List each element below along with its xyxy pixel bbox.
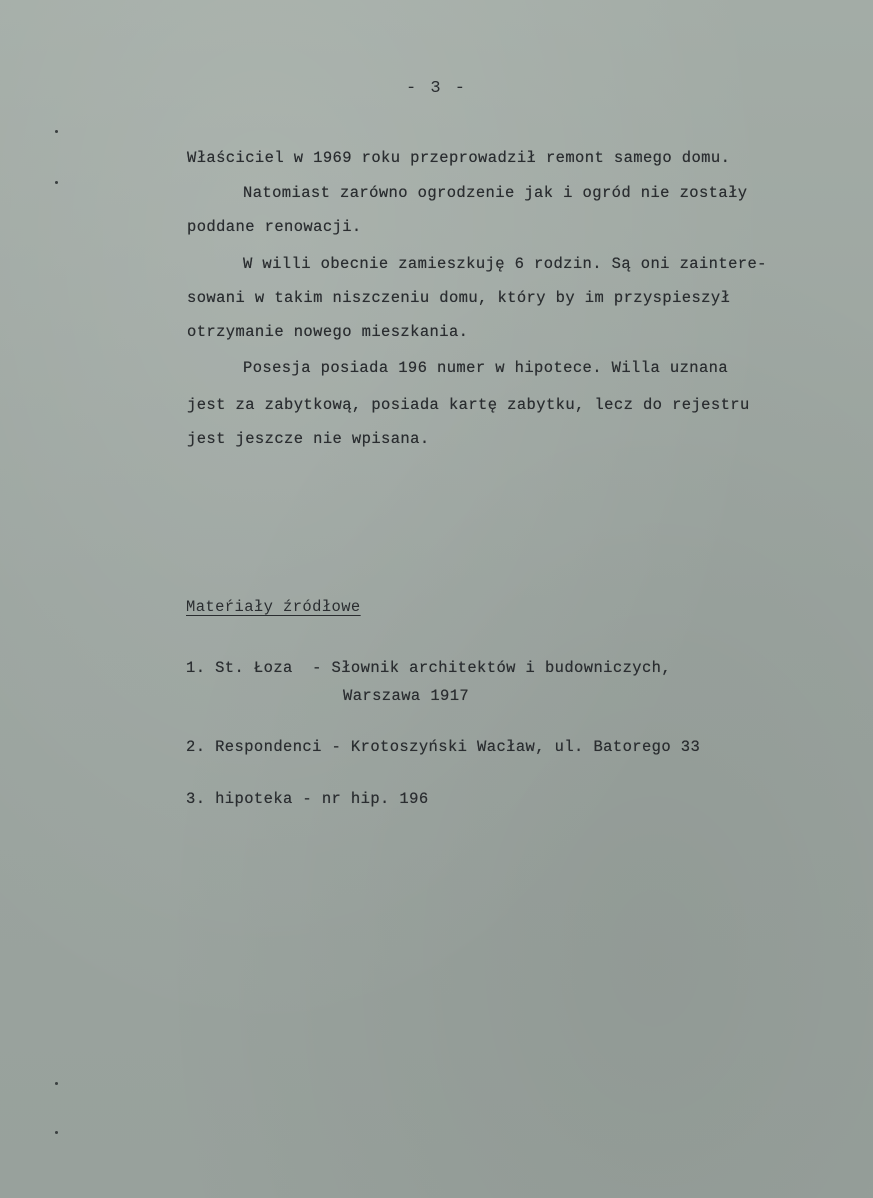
body-line-5: sowani w takim niszczeniu domu, który by im przyspieszył: [187, 289, 731, 307]
body-line-7: Posesja posiada 196 numer w hipotece. Willa uznana: [243, 359, 729, 377]
source-item-2: 2. Respondenci - Krotoszyński Wacław, ul. Batorego 33: [186, 738, 701, 756]
body-line-6: otrzymanie nowego mieszkania.: [187, 323, 469, 341]
body-line-1: Właściciel w 1969 roku przeprowadził remont samego domu.: [187, 149, 731, 167]
source-item-1-continuation: Warszawa 1917: [343, 687, 470, 705]
paper-speck: [55, 130, 58, 133]
paper-speck: [55, 181, 58, 184]
body-line-3: poddane renowacji.: [187, 218, 362, 236]
body-line-8: jest za zabytkową, posiada kartę zabytku, lecz do rejestru: [187, 396, 750, 414]
source-item-3: 3. hipoteka - nr hip. 196: [186, 790, 429, 808]
paper-speck: [55, 1082, 58, 1085]
paper-speck: [55, 1131, 58, 1134]
page-number: - 3 -: [405, 79, 467, 98]
body-line-4: W willi obecnie zamieszkuję 6 rodzin. Są oni zaintere-: [243, 255, 767, 273]
source-item-1: 1. St. Łoza - Słownik architektów i budowniczych,: [186, 659, 672, 677]
body-line-2: Natomiast zarówno ogrodzenie jak i ogród nie zostały: [243, 184, 748, 202]
body-line-9: jest jeszcze nie wpisana.: [187, 430, 430, 448]
sources-heading: Mateŕiały źródłowe: [186, 598, 361, 616]
